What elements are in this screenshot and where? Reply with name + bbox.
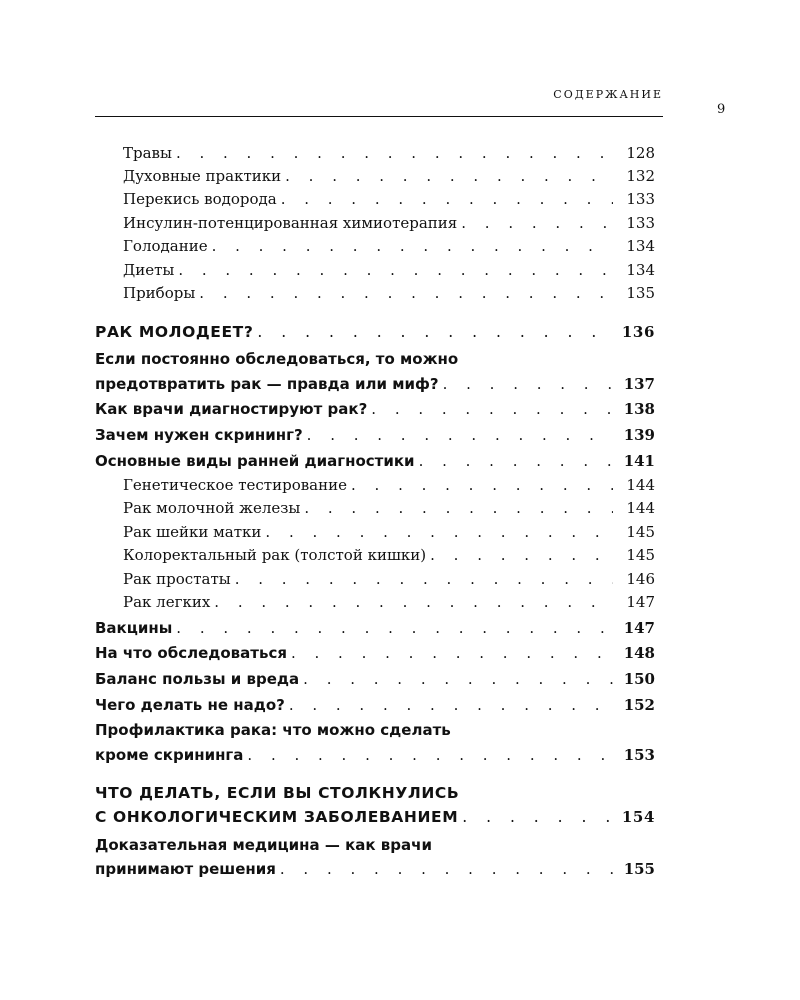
dot-leader	[257, 320, 613, 344]
toc-entry-label: На что обследоваться	[95, 644, 287, 662]
toc-entry-page: 132	[626, 167, 655, 185]
toc-entry-page: 128	[626, 144, 655, 162]
dot-leader	[285, 164, 613, 188]
toc-entry-page: 147	[623, 619, 655, 637]
toc-entry-page: 133	[626, 214, 655, 232]
toc-entry-hydrogen-peroxide[interactable]	[95, 187, 655, 211]
toc-entry-diets[interactable]	[95, 258, 655, 282]
toc-entry-label: Чего делать не надо?	[95, 696, 285, 714]
toc-entry-label: принимают решения	[95, 860, 276, 878]
toc-entry-spiritual-practices[interactable]	[95, 164, 655, 188]
toc-entry-label: кроме скрининга	[95, 746, 244, 764]
toc-entry-page: 144	[626, 499, 655, 517]
toc-entry-what-not-to-do[interactable]	[95, 693, 655, 717]
toc-chapter-what-to-do[interactable]	[95, 805, 655, 829]
toc-entry-label-line1: Профилактика рака: что можно сделать	[95, 721, 451, 739]
toc-entry-label: РАК МОЛОДЕЕТ?	[95, 323, 254, 341]
dot-leader	[265, 520, 613, 544]
toc-entry-page: 134	[626, 261, 655, 279]
toc-entry-label: Рак простаты	[123, 570, 231, 588]
toc-entry-label-line1: Если постоянно обследоваться, то можно	[95, 350, 459, 368]
dot-leader	[199, 281, 613, 305]
toc-entry-colorectal-cancer[interactable]	[95, 543, 655, 567]
toc-entry-label: Голодание	[123, 237, 208, 255]
toc-entry-label: Рак молочной железы	[123, 499, 301, 517]
toc-entry-page: 147	[626, 593, 655, 611]
toc-chapter-what-to-do-line1[interactable]	[95, 781, 655, 805]
toc-entry-page: 155	[623, 860, 655, 878]
toc-entry-label: предотвратить рак — правда или миф?	[95, 375, 439, 393]
toc-entry-label: Генетическое тестирование	[123, 476, 347, 494]
toc-entry-label: Баланс пользы и вреда	[95, 670, 300, 688]
dot-leader	[289, 693, 613, 717]
toc-entry-label: Вакцины	[95, 619, 173, 637]
dot-leader	[212, 234, 613, 258]
toc-entry-page: 154	[621, 808, 655, 826]
toc-entry-lung-cancer[interactable]	[95, 590, 655, 614]
toc-entry-herbs[interactable]	[95, 141, 655, 165]
toc-entry-what-to-check[interactable]	[95, 641, 655, 665]
toc-entry-page: 148	[623, 644, 655, 662]
toc-entry-prevention-line1[interactable]	[95, 718, 655, 742]
toc-entry-label: Диеты	[123, 261, 175, 279]
dot-leader	[371, 397, 613, 421]
toc-entry-page: 138	[623, 400, 655, 418]
toc-entry-label: Рак легких	[123, 593, 211, 611]
running-title: СОДЕРЖАНИЕ	[553, 88, 663, 101]
page-number: 9	[717, 102, 726, 117]
toc-entry-why-screening[interactable]	[95, 423, 655, 447]
toc-entry-constant-checkups[interactable]	[95, 372, 655, 396]
toc-entry-label: Как врачи диагностируют рак?	[95, 400, 368, 418]
dot-leader	[235, 567, 613, 591]
toc-entry-constant-checkups-line1[interactable]	[95, 347, 655, 371]
running-header	[95, 86, 663, 117]
dot-leader	[176, 141, 613, 165]
toc-entry-early-diagnostics[interactable]	[95, 449, 655, 473]
toc-entry-benefit-harm-balance[interactable]	[95, 667, 655, 691]
dot-leader	[247, 743, 613, 767]
toc-entry-prevention[interactable]	[95, 743, 655, 767]
toc-entry-how-doctors-diagnose[interactable]	[95, 397, 655, 421]
toc-entry-page: 146	[626, 570, 655, 588]
dot-leader	[419, 449, 613, 473]
dot-leader	[351, 473, 613, 497]
toc-entry-vaccines[interactable]	[95, 616, 655, 640]
toc-entry-page: 145	[626, 523, 655, 541]
toc-entry-label: Зачем нужен скрининг?	[95, 426, 303, 444]
toc-chapter-cancer-younger[interactable]	[95, 320, 655, 344]
dot-leader	[462, 805, 613, 829]
dot-leader	[291, 641, 613, 665]
dot-leader	[281, 187, 613, 211]
toc-entry-page: 152	[623, 696, 655, 714]
toc-entry-page: 139	[623, 426, 655, 444]
toc-entry-evidence-medicine-line1[interactable]	[95, 833, 655, 857]
toc-entry-label-line1: Доказательная медицина — как врачи	[95, 836, 432, 854]
toc-entry-page: 136	[621, 323, 655, 341]
toc-entry-cervical-cancer[interactable]	[95, 520, 655, 544]
toc-entry-page: 137	[623, 375, 655, 393]
toc-entry-prostate-cancer[interactable]	[95, 567, 655, 591]
dot-leader	[178, 258, 613, 282]
toc-entry-label: Рак шейки матки	[123, 523, 262, 541]
dot-leader	[430, 543, 613, 567]
toc-entry-page: 145	[626, 546, 655, 564]
toc-entry-label-line1: ЧТО ДЕЛАТЬ, ЕСЛИ ВЫ СТОЛКНУЛИСЬ	[95, 784, 460, 802]
toc-entry-page: 133	[626, 190, 655, 208]
dot-leader	[303, 667, 613, 691]
toc-entry-devices[interactable]	[95, 281, 655, 305]
toc-entry-page: 153	[623, 746, 655, 764]
toc-entry-page: 150	[623, 670, 655, 688]
toc-entry-genetic-testing[interactable]	[95, 473, 655, 497]
dot-leader	[443, 372, 613, 396]
toc-entry-page: 144	[626, 476, 655, 494]
dot-leader	[214, 590, 613, 614]
toc-entry-label: Инсулин-потенцированная химиотерапия	[123, 214, 458, 232]
toc-entry-breast-cancer[interactable]	[95, 496, 655, 520]
toc-entry-label: Перекись водорода	[123, 190, 277, 208]
toc-entry-insulin-therapy[interactable]	[95, 211, 655, 235]
dot-leader	[304, 496, 613, 520]
dot-leader	[461, 211, 613, 235]
toc-entry-evidence-medicine[interactable]	[95, 857, 655, 881]
toc-entry-label: Основные виды ранней диагностики	[95, 452, 415, 470]
toc-entry-label: Колоректальный рак (толстой кишки)	[123, 546, 427, 564]
toc-entry-label: Приборы	[123, 284, 196, 302]
toc-entry-label: Травы	[123, 144, 172, 162]
dot-leader	[307, 423, 613, 447]
toc-entry-label: Духовные практики	[123, 167, 282, 185]
toc-entry-label: С ОНКОЛОГИЧЕСКИМ ЗАБОЛЕВАНИЕМ	[95, 808, 459, 826]
toc-entry-fasting[interactable]	[95, 234, 655, 258]
toc-entry-page: 134	[626, 237, 655, 255]
toc-entry-page: 135	[626, 284, 655, 302]
dot-leader	[280, 857, 613, 881]
dot-leader	[176, 616, 613, 640]
toc-entry-page: 141	[623, 452, 655, 470]
